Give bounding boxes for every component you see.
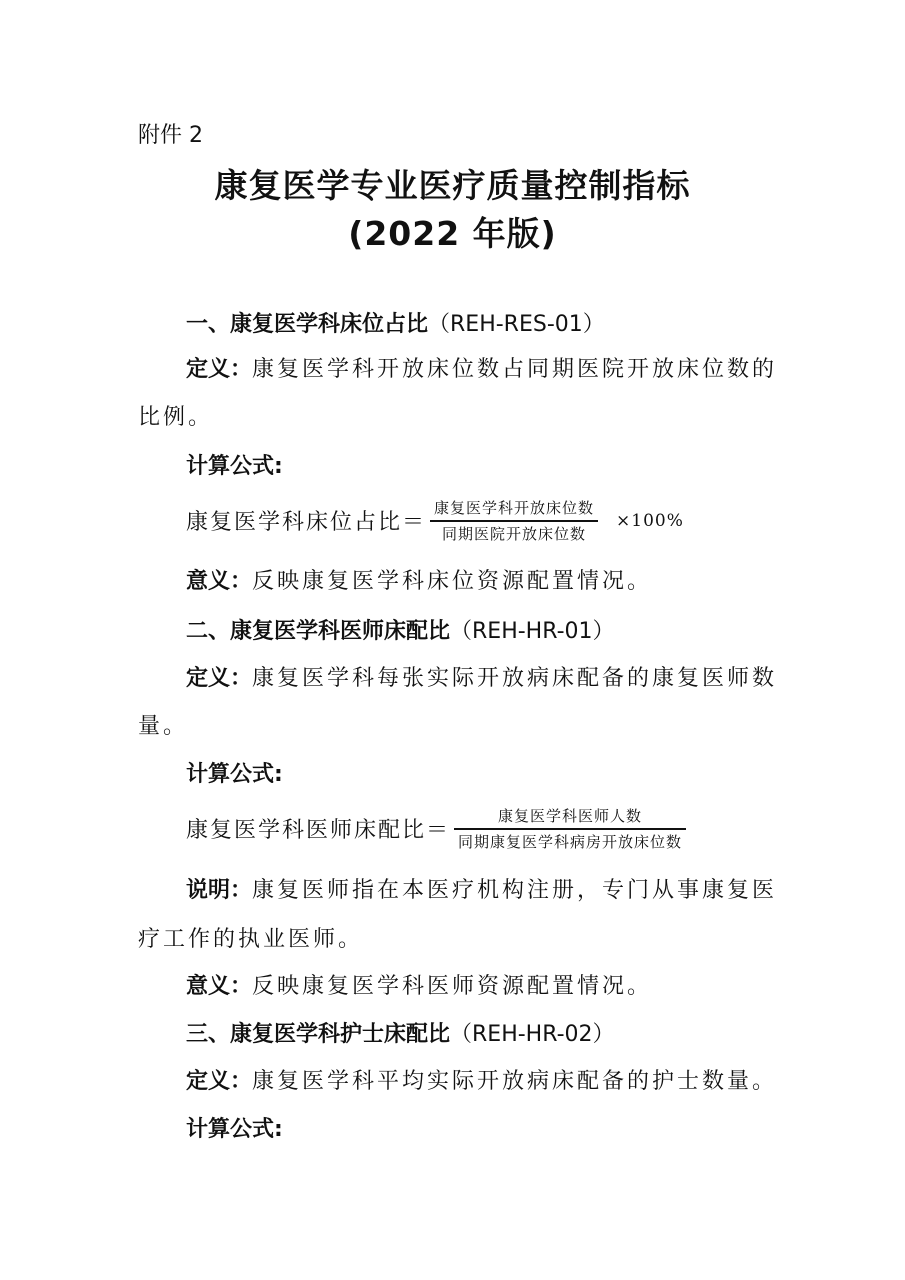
note-text: 康复医师指在本医疗机构注册，专门从事康复医 xyxy=(252,878,778,903)
formula-denominator: 同期康复医学科病房开放床位数 xyxy=(458,832,683,851)
formula-fraction xyxy=(430,498,598,544)
section-2-definition xyxy=(186,664,778,694)
formula-multiplier: ×100% xyxy=(616,510,684,531)
meaning-text: 反映康复医学科医师资源配置情况。 xyxy=(252,974,653,999)
section-1-definition-cont: 比例。 xyxy=(138,405,214,430)
formula-lhs: 康复医学科床位占比＝ xyxy=(186,510,427,536)
section-2-formula-label: 计算公式: xyxy=(186,762,283,787)
section-2-note-cont: 疗工作的执业医师。 xyxy=(138,927,364,952)
note-label: 说明： xyxy=(186,878,253,903)
section-1-formula xyxy=(186,498,684,544)
section-2-definition-cont: 量。 xyxy=(138,714,189,739)
section-3-definition xyxy=(186,1067,778,1097)
fraction-bar xyxy=(430,520,598,522)
formula-lhs: 康复医学科医师床配比＝ xyxy=(186,818,451,844)
section-3-title: 三、康复医学科护士床配比 xyxy=(186,1022,451,1047)
section-3-code: （REH-HR-02） xyxy=(450,1022,615,1047)
page-subtitle: (2022 年版) xyxy=(348,214,557,253)
formula-fraction xyxy=(454,806,686,852)
definition-text: 康复医学科平均实际开放病床配备的护士数量。 xyxy=(252,1069,778,1094)
attachment-label: 附件 2 xyxy=(138,123,203,148)
section-2-note xyxy=(186,876,778,906)
fraction-bar xyxy=(454,828,686,830)
section-2-heading xyxy=(186,617,778,647)
section-1-heading xyxy=(186,310,778,340)
formula-denominator: 同期医院开放床位数 xyxy=(442,524,587,543)
section-1-formula-label: 计算公式: xyxy=(186,454,283,479)
section-1-title: 一、康复医学科床位占比 xyxy=(186,312,429,337)
definition-label: 定义： xyxy=(186,666,253,691)
meaning-text: 反映康复医学科床位资源配置情况。 xyxy=(252,569,653,594)
section-2-formula xyxy=(186,806,686,852)
page-title: 康复医学专业医疗质量控制指标 xyxy=(214,166,691,205)
definition-text: 康复医学科开放床位数占同期医院开放床位数的 xyxy=(252,357,778,382)
section-1-definition xyxy=(186,355,778,385)
section-1-code: （REH-RES-01） xyxy=(428,312,605,337)
definition-text: 康复医学科每张实际开放病床配备的康复医师数 xyxy=(252,666,778,691)
section-2-code: （REH-HR-01） xyxy=(450,619,615,644)
formula-numerator: 康复医学科开放床位数 xyxy=(434,499,595,517)
meaning-label: 意义： xyxy=(186,569,253,594)
section-2-meaning xyxy=(186,972,778,1002)
section-3-heading xyxy=(186,1020,778,1050)
section-3-formula-label: 计算公式: xyxy=(186,1117,283,1142)
section-1-meaning xyxy=(186,567,778,597)
formula-numerator: 康复医学科医师人数 xyxy=(498,807,643,825)
definition-label: 定义： xyxy=(186,357,253,382)
meaning-label: 意义： xyxy=(186,974,253,999)
section-2-title: 二、康复医学科医师床配比 xyxy=(186,619,451,644)
definition-label: 定义： xyxy=(186,1069,253,1094)
